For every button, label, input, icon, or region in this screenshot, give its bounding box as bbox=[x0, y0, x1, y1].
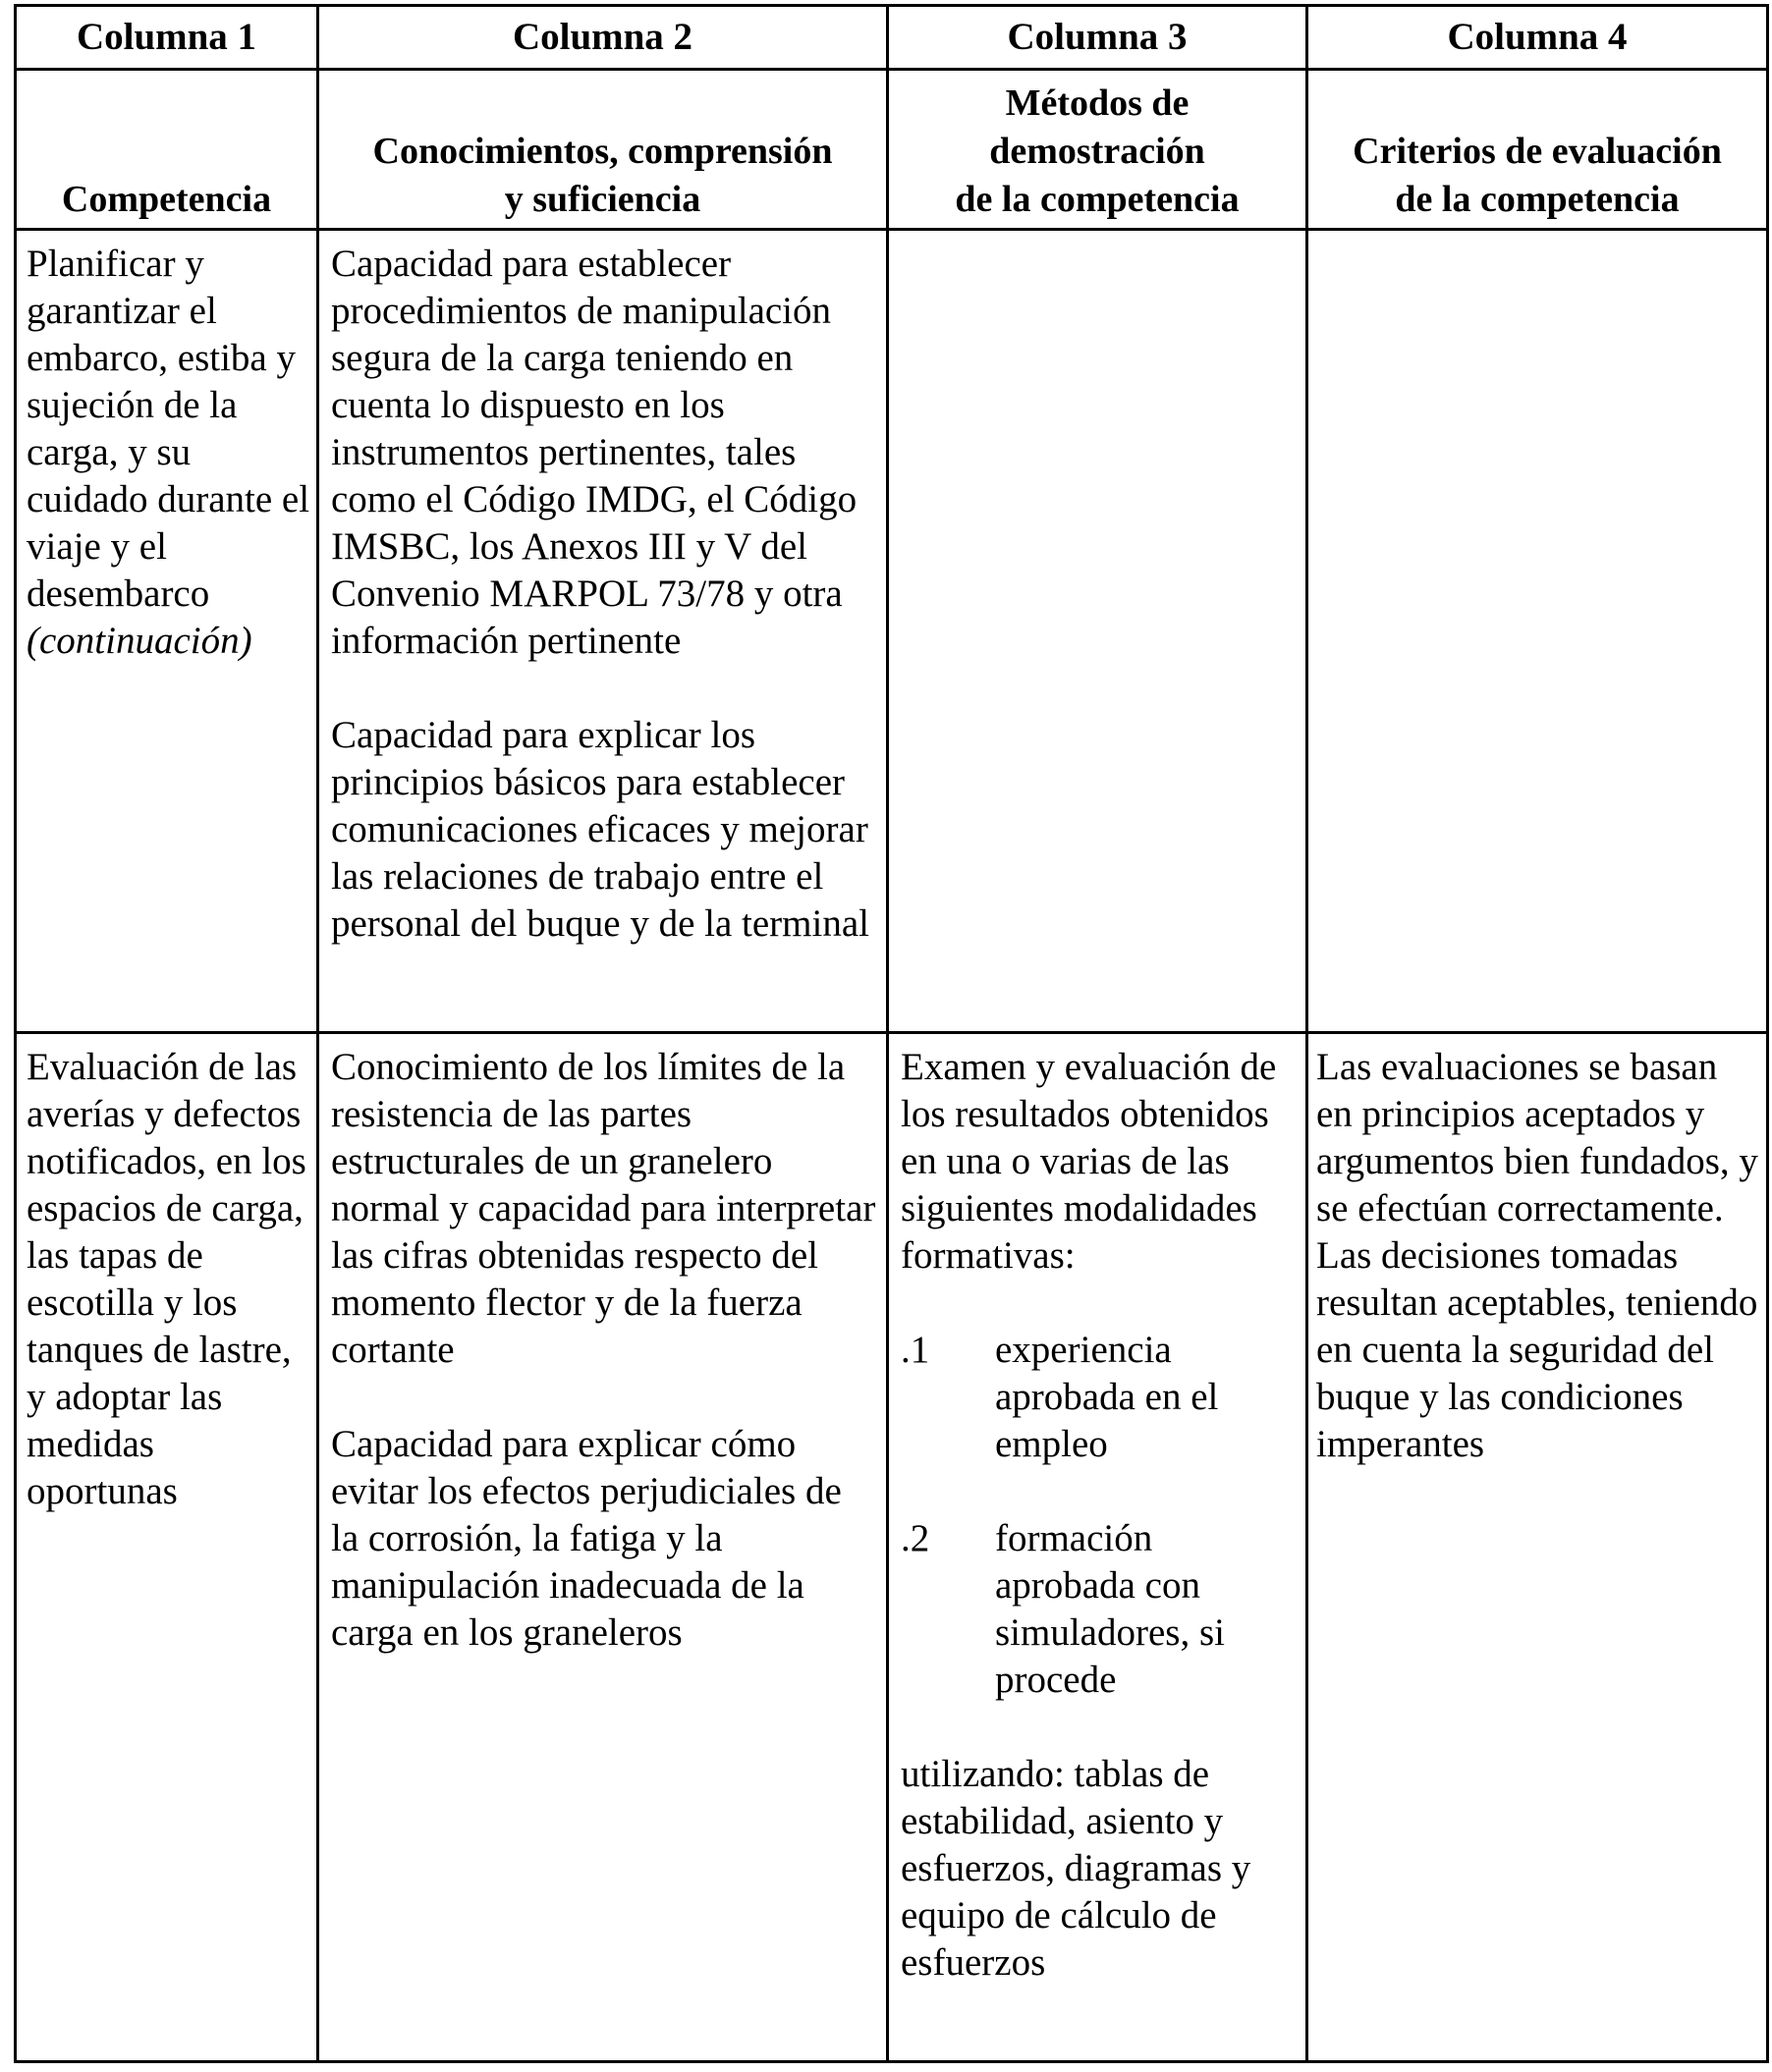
header-line: Conocimientos, comprensión bbox=[372, 131, 833, 172]
cell-competencia bbox=[16, 1033, 318, 2062]
column-number-3: Columna 3 bbox=[888, 6, 1307, 70]
list-item-text: experiencia aprobada en el empleo bbox=[995, 1329, 1219, 1465]
column-number-2: Columna 2 bbox=[318, 6, 888, 70]
criterios-text bbox=[1308, 231, 1766, 246]
competencia-text: Planificar y garantizar el embarco, estiba y sujeción de la carga, y su cuidado durante el viaje y el desembarco bbox=[27, 243, 310, 615]
criterios-sentence: Las evaluaciones se basan en principios aceptados y argumentos bien fundados, y se efectúan correctamente. bbox=[1316, 1046, 1758, 1229]
list-item-number: .1 bbox=[901, 1329, 930, 1371]
cell-metodos bbox=[888, 1033, 1307, 2062]
competence-table bbox=[14, 4, 1769, 2063]
conocimientos-paragraph: Conocimiento de los límites de la resistencia de las partes estructurales de un granelero normal y capacidad para interpretar las cifras obtenidas respecto del momento flector y de la fuerza cortante bbox=[331, 1046, 876, 1371]
cell-metodos bbox=[888, 230, 1307, 1033]
list-item bbox=[901, 1515, 1298, 1704]
criterios-sentence: Las decisiones tomadas resultan aceptables, teniendo en cuenta la seguridad del buque y las condiciones imperantes bbox=[1316, 1234, 1758, 1465]
header-criterios bbox=[1307, 70, 1768, 230]
conocimientos-paragraph: Capacidad para explicar los principios básicos para establecer comunicaciones eficaces y mejorar las relaciones de trabajo entre el personal del buque y de la terminal bbox=[331, 714, 869, 945]
header-metodos bbox=[888, 70, 1307, 230]
table-row bbox=[16, 1033, 1768, 2062]
list-item-number: .2 bbox=[901, 1517, 930, 1559]
header-line: Competencia bbox=[61, 179, 272, 220]
header-conocimientos bbox=[318, 70, 888, 230]
continuation-note: (continuación) bbox=[27, 620, 252, 662]
column-header-row bbox=[16, 70, 1768, 230]
cell-competencia bbox=[16, 230, 318, 1033]
conocimientos-paragraph: Capacidad para explicar cómo evitar los efectos perjudiciales de la corrosión, la fatiga y la manipulación inadecuada de la carga en los graneleros bbox=[331, 1423, 842, 1654]
cell-conocimientos bbox=[318, 1033, 888, 2062]
metodos-text bbox=[889, 231, 1305, 246]
cell-conocimientos bbox=[318, 230, 888, 1033]
list-item-text: formación aprobada con simuladores, si procede bbox=[995, 1517, 1225, 1701]
header-line: Criterios de evaluación bbox=[1353, 131, 1722, 172]
list-item bbox=[901, 1327, 1298, 1468]
header-line: Métodos de bbox=[1005, 82, 1190, 124]
header-line: demostración bbox=[989, 131, 1205, 172]
column-number-row bbox=[16, 6, 1768, 70]
header-line: y suficiencia bbox=[504, 179, 701, 220]
conocimientos-paragraph: Capacidad para establecer procedimientos de manipulación segura de la carga teniendo en cuenta lo dispuesto en los instrumentos pertinentes, tales como el Código IMDG, el Código IMSBC, los Anexos III y V del Convenio MARPOL 73/78 y otra información pertinente bbox=[331, 243, 858, 662]
metodos-outro: utilizando: tablas de estabilidad, asiento y esfuerzos, diagramas y equipo de cálculo de esfuerzos bbox=[901, 1753, 1251, 1984]
column-number-1: Columna 1 bbox=[16, 6, 318, 70]
cell-criterios bbox=[1307, 230, 1768, 1033]
table-row bbox=[16, 230, 1768, 1033]
column-number-4: Columna 4 bbox=[1307, 6, 1768, 70]
header-line: de la competencia bbox=[955, 179, 1240, 220]
cell-criterios bbox=[1307, 1033, 1768, 2062]
header-line: de la competencia bbox=[1395, 179, 1680, 220]
header-competencia bbox=[16, 70, 318, 230]
competencia-text: Evaluación de las averías y defectos notificados, en los espacios de carga, las tapas de escotilla y los tanques de lastre, y adoptar las medidas oportunas bbox=[27, 1046, 306, 1512]
metodos-intro: Examen y evaluación de los resultados obtenidos en una o varias de las siguientes modalidades formativas: bbox=[901, 1046, 1277, 1277]
document-page bbox=[14, 4, 1766, 2063]
